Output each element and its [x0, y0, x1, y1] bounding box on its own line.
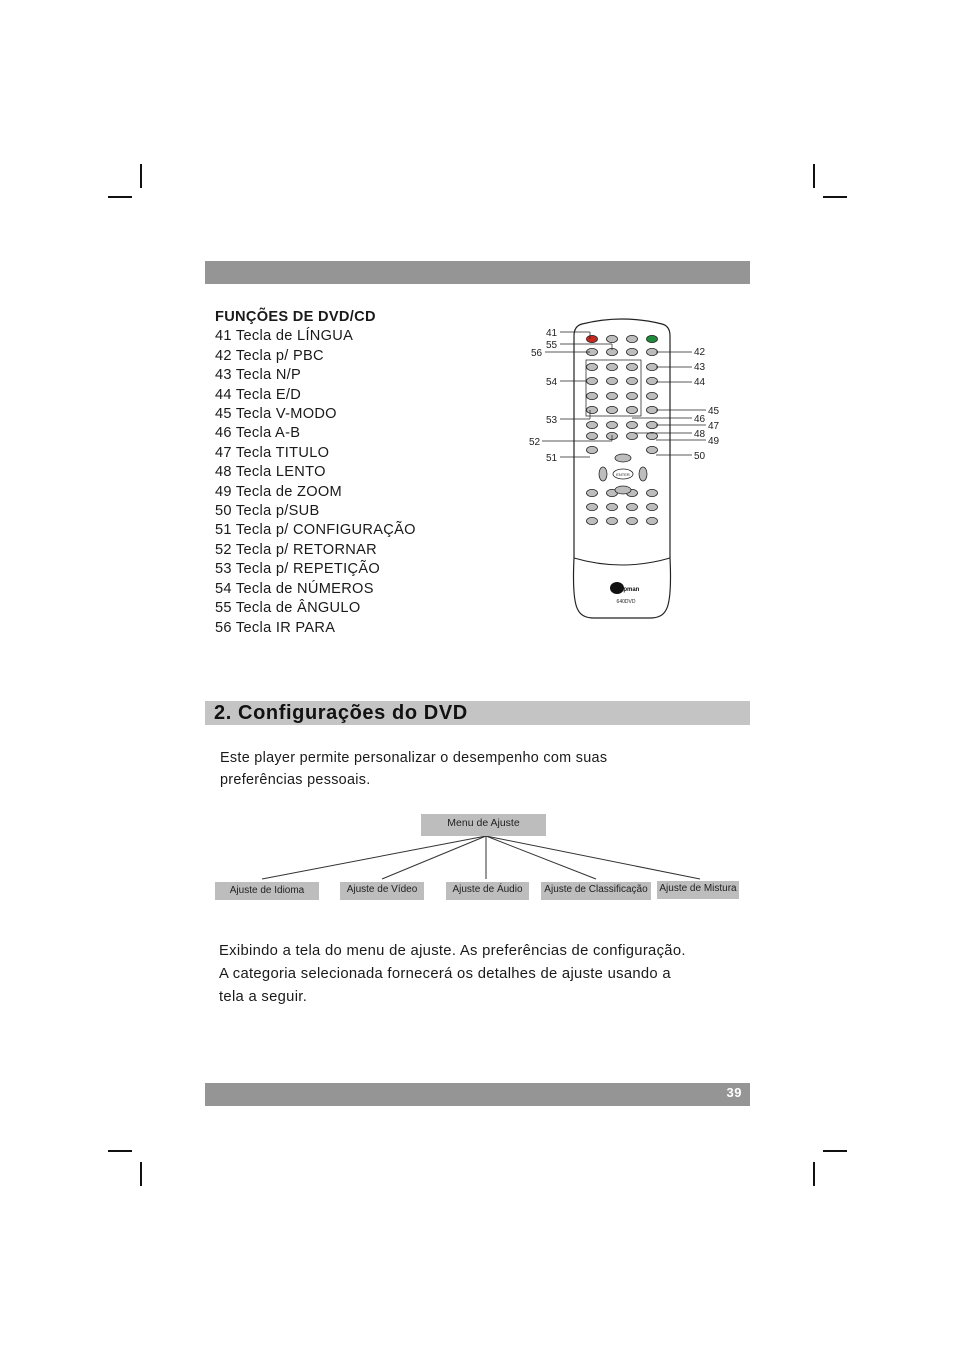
crop-mark — [813, 164, 815, 188]
remote-button — [647, 446, 658, 453]
intro-line: Este player permite personalizar o desempenho com suas — [220, 750, 608, 766]
remote-button — [647, 432, 658, 439]
remote-button — [627, 392, 638, 399]
function-item: 53 Tecla p/ REPETIÇÃO — [215, 561, 381, 578]
dpad-down-button — [615, 486, 631, 494]
callout-55: 55 — [546, 340, 558, 351]
function-item: 51 Tecla p/ CONFIGURAÇÃO — [215, 522, 416, 539]
page-number: 39 — [726, 1085, 742, 1100]
function-item: 43 Tecla N/P — [215, 367, 302, 384]
dpad-right-button — [639, 467, 647, 481]
remote-button — [607, 517, 618, 524]
function-item: 44 Tecla E/D — [215, 386, 302, 403]
callout-45: 45 — [708, 406, 720, 417]
remote-button — [627, 335, 638, 342]
crop-mark — [823, 1150, 847, 1152]
remote-button — [647, 377, 658, 384]
footer-bar — [205, 1083, 750, 1106]
crop-mark — [108, 196, 132, 198]
remote-button — [627, 503, 638, 510]
callout-47: 47 — [708, 421, 720, 432]
header-bar — [205, 261, 750, 284]
intro-line: preferências pessoais. — [220, 771, 371, 788]
crop-mark — [108, 1150, 132, 1152]
outro-line: tela a seguir. — [219, 989, 308, 1006]
remote-button — [587, 406, 598, 413]
remote-button — [627, 432, 638, 439]
remote-button — [587, 421, 598, 428]
callout-41: 41 — [546, 328, 558, 339]
callout-42: 42 — [694, 347, 706, 358]
callout-49: 49 — [708, 436, 720, 447]
menu-child-idioma: Ajuste de Idioma — [215, 882, 319, 900]
function-item: 48 Tecla LENTO — [215, 464, 326, 481]
model-name: 640DVD — [616, 599, 636, 605]
remote-button — [627, 421, 638, 428]
functions-list — [215, 308, 416, 638]
callout-43: 43 — [694, 362, 706, 373]
remote-button — [647, 392, 658, 399]
menu-root-box: Menu de Ajuste — [421, 814, 546, 836]
function-item: 42 Tecla p/ PBC — [215, 347, 324, 364]
crop-mark — [140, 164, 142, 188]
remote-button — [587, 503, 598, 510]
functions-heading: FUNÇÕES DE DVD/CD — [215, 309, 376, 325]
menu-child-classificacao: Ajuste de Classificação — [541, 882, 651, 900]
callout-52: 52 — [529, 437, 541, 448]
remote-button — [587, 377, 598, 384]
function-item: 50 Tecla p/SUB — [215, 503, 320, 520]
remote-body — [574, 319, 671, 618]
remote-button — [647, 348, 658, 355]
remote-button — [587, 392, 598, 399]
callout-51: 51 — [546, 453, 558, 464]
callout-53: 53 — [546, 415, 558, 426]
remote-button — [607, 421, 618, 428]
crop-mark — [140, 1162, 142, 1186]
outro-line: Exibindo a tela do menu de ajuste. As preferências de configuração. — [219, 943, 686, 959]
section-title: 2. Configurações do DVD — [214, 702, 468, 724]
function-item: 56 Tecla IR PARA — [215, 619, 336, 636]
crop-mark — [823, 196, 847, 198]
remote-button — [647, 363, 658, 370]
function-item: 46 Tecla A-B — [215, 425, 301, 442]
intro-paragraph — [220, 748, 607, 791]
remote-button — [587, 446, 598, 453]
remote-button — [627, 363, 638, 370]
remote-button — [627, 377, 638, 384]
remote-button — [627, 406, 638, 413]
menu-child-video: Ajuste de Vídeo — [340, 882, 424, 900]
remote-button — [647, 335, 658, 342]
remote-button — [647, 517, 658, 524]
function-item: 47 Tecla TITULO — [215, 444, 330, 461]
remote-button — [607, 406, 618, 413]
menu-child-mistura: Ajuste de Mistura — [657, 881, 739, 899]
callout-50: 50 — [694, 451, 706, 462]
callout-44: 44 — [694, 377, 706, 388]
remote-button — [647, 489, 658, 496]
remote-button — [627, 517, 638, 524]
function-item: 52 Tecla p/ RETORNAR — [215, 541, 377, 558]
remote-button — [587, 489, 598, 496]
function-item: 41 Tecla de LÍNGUA — [215, 328, 354, 345]
callout-48: 48 — [694, 429, 706, 440]
remote-button — [607, 392, 618, 399]
dpad-up-button — [615, 454, 631, 462]
remote-button — [607, 503, 618, 510]
function-item: 55 Tecla de ÂNGULO — [215, 600, 361, 617]
callout-54: 54 — [546, 377, 558, 388]
menu-child-audio: Ajuste de Áudio — [446, 882, 529, 900]
function-item: 49 Tecla de ZOOM — [215, 483, 343, 500]
function-item: 45 Tecla V-MODO — [215, 406, 337, 423]
enter-label: ENTER — [616, 472, 630, 477]
callout-56: 56 — [531, 348, 543, 359]
remote-control-illustration — [520, 310, 740, 630]
outro-paragraph — [219, 940, 686, 1010]
remote-button — [607, 377, 618, 384]
remote-button — [647, 503, 658, 510]
remote-button — [647, 406, 658, 413]
crop-mark — [813, 1162, 815, 1186]
remote-button — [587, 363, 598, 370]
remote-button — [587, 335, 598, 342]
remote-button — [587, 517, 598, 524]
remote-button — [627, 348, 638, 355]
remote-button — [607, 363, 618, 370]
function-item: 54 Tecla de NÚMEROS — [215, 580, 374, 597]
remote-button — [647, 421, 658, 428]
remote-button — [587, 432, 598, 439]
dpad-left-button — [599, 467, 607, 481]
outro-line: A categoria selecionada fornecerá os detalhes de ajuste usando a — [219, 966, 671, 983]
callout-46: 46 — [694, 414, 706, 425]
remote-button — [607, 335, 618, 342]
brand-name: mpman — [618, 587, 640, 593]
